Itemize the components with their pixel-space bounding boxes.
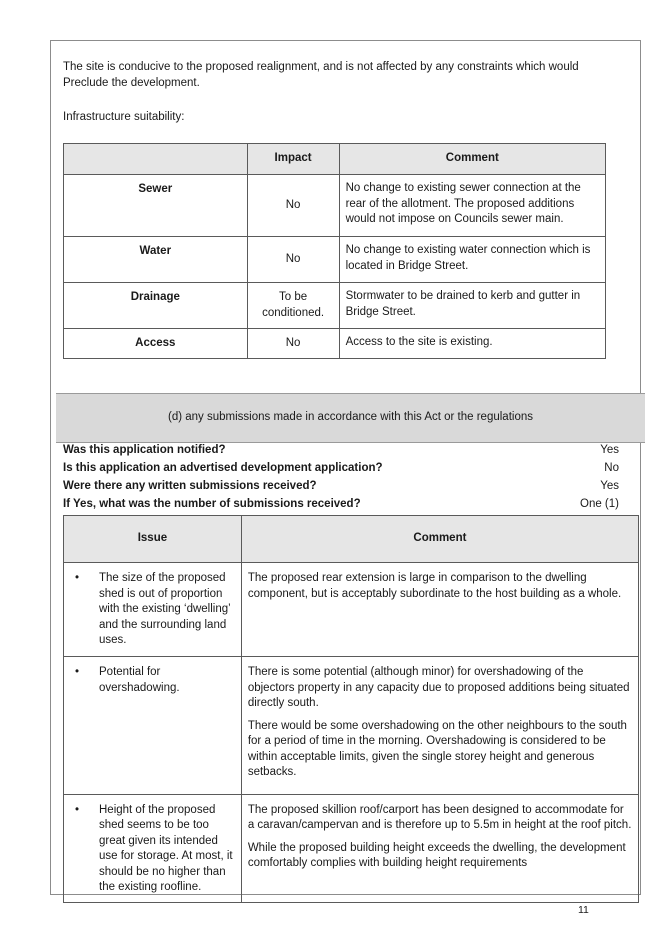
header-issue: Issue <box>64 516 242 563</box>
question: If Yes, what was the number of submissions received? <box>63 498 361 510</box>
table-row <box>64 657 639 795</box>
issue-cell <box>64 657 242 795</box>
table-row <box>64 175 606 237</box>
question: Is this application an advertised development application? <box>63 462 383 474</box>
table-row <box>64 237 606 283</box>
question: Was this application notified? <box>63 444 226 456</box>
comment-text: There would be some overshadowing on the other neighbours to the south for a period of time in the morning. Overshadowing is considered to be within acceptable limits, given the single storey height and generous setbacks. <box>247 719 627 778</box>
question: Were there any written submissions received? <box>63 480 317 492</box>
issue-text: Height of the proposed shed seems to be too great given its intended use for storage. At most, it should be no higher than the existing roofline. <box>99 803 233 893</box>
table-header-row <box>64 516 639 563</box>
issue-text: Potential for overshadowing. <box>99 666 180 694</box>
row-comment: Stormwater to be drained to kerb and gutter in Bridge Street. <box>339 283 605 329</box>
table-row <box>64 283 606 329</box>
table-row <box>64 329 606 359</box>
comment-cell <box>241 794 638 902</box>
comment-text: There is some potential (although minor) for overshadowing of the objectors property in any capacity due to proposed additions being situated directly south. <box>247 666 630 709</box>
question-row <box>63 480 619 498</box>
table-row <box>64 794 639 902</box>
row-item: Sewer <box>64 175 248 237</box>
table-row <box>64 563 639 657</box>
section-title: (d) any submissions made in accordance with this Act or the regulations <box>168 411 533 423</box>
question-row <box>63 498 619 516</box>
row-comment: No change to existing water connection which is located in Bridge Street. <box>339 237 605 283</box>
answer: Yes <box>600 444 619 456</box>
submissions-table <box>63 515 639 903</box>
header-comment: Comment <box>241 516 638 563</box>
bullet-icon: • <box>75 666 80 678</box>
answer: Yes <box>600 480 619 492</box>
question-row <box>63 462 619 480</box>
row-impact: No <box>247 175 339 237</box>
row-item: Drainage <box>64 283 248 329</box>
infrastructure-table <box>63 143 606 359</box>
table-header-row <box>64 144 606 175</box>
bullet-icon: • <box>75 572 80 584</box>
row-comment: Access to the site is existing. <box>339 329 605 359</box>
section-band <box>56 393 645 443</box>
row-item: Water <box>64 237 248 283</box>
issue-cell <box>64 794 242 902</box>
issue-text: The size of the proposed shed is out of proportion with the existing ‘dwelling’ and the surrounding land uses. <box>99 572 231 646</box>
header-impact: Impact <box>247 144 339 175</box>
answer: One (1) <box>580 498 619 510</box>
intro-paragraph: The site is conducive to the proposed realignment, and is not affected by any constraints which would Preclude the development. <box>63 61 579 89</box>
question-row <box>63 444 619 462</box>
comment-cell <box>241 563 638 657</box>
comment-text: The proposed rear extension is large in comparison to the dwelling component, but is acceptably subordinate to the host building as a whole. <box>247 572 622 600</box>
row-impact: No <box>247 329 339 359</box>
bullet-icon: • <box>75 803 80 816</box>
header-comment: Comment <box>339 144 605 175</box>
issue-cell <box>64 563 242 657</box>
comment-cell <box>241 657 638 795</box>
row-impact: No <box>247 237 339 283</box>
page-number: 11 <box>578 904 589 916</box>
answer: No <box>604 462 619 474</box>
row-impact: To be conditioned. <box>247 283 339 329</box>
header-blank <box>64 144 248 175</box>
comment-text: The proposed skillion roof/carport has been designed to accommodate for a caravan/campervan and is therefore up to 5.5m in height at the roof pitch. <box>247 803 632 831</box>
row-item: Access <box>64 329 248 359</box>
infrastructure-heading: Infrastructure suitability: <box>63 111 185 123</box>
row-comment: No change to existing sewer connection at the rear of the allotment. The proposed additions would not impose on Councils sewer main. <box>339 175 605 237</box>
comment-text: While the proposed building height exceeds the dwelling, the development comfortably complies with building height requirements <box>247 841 626 869</box>
